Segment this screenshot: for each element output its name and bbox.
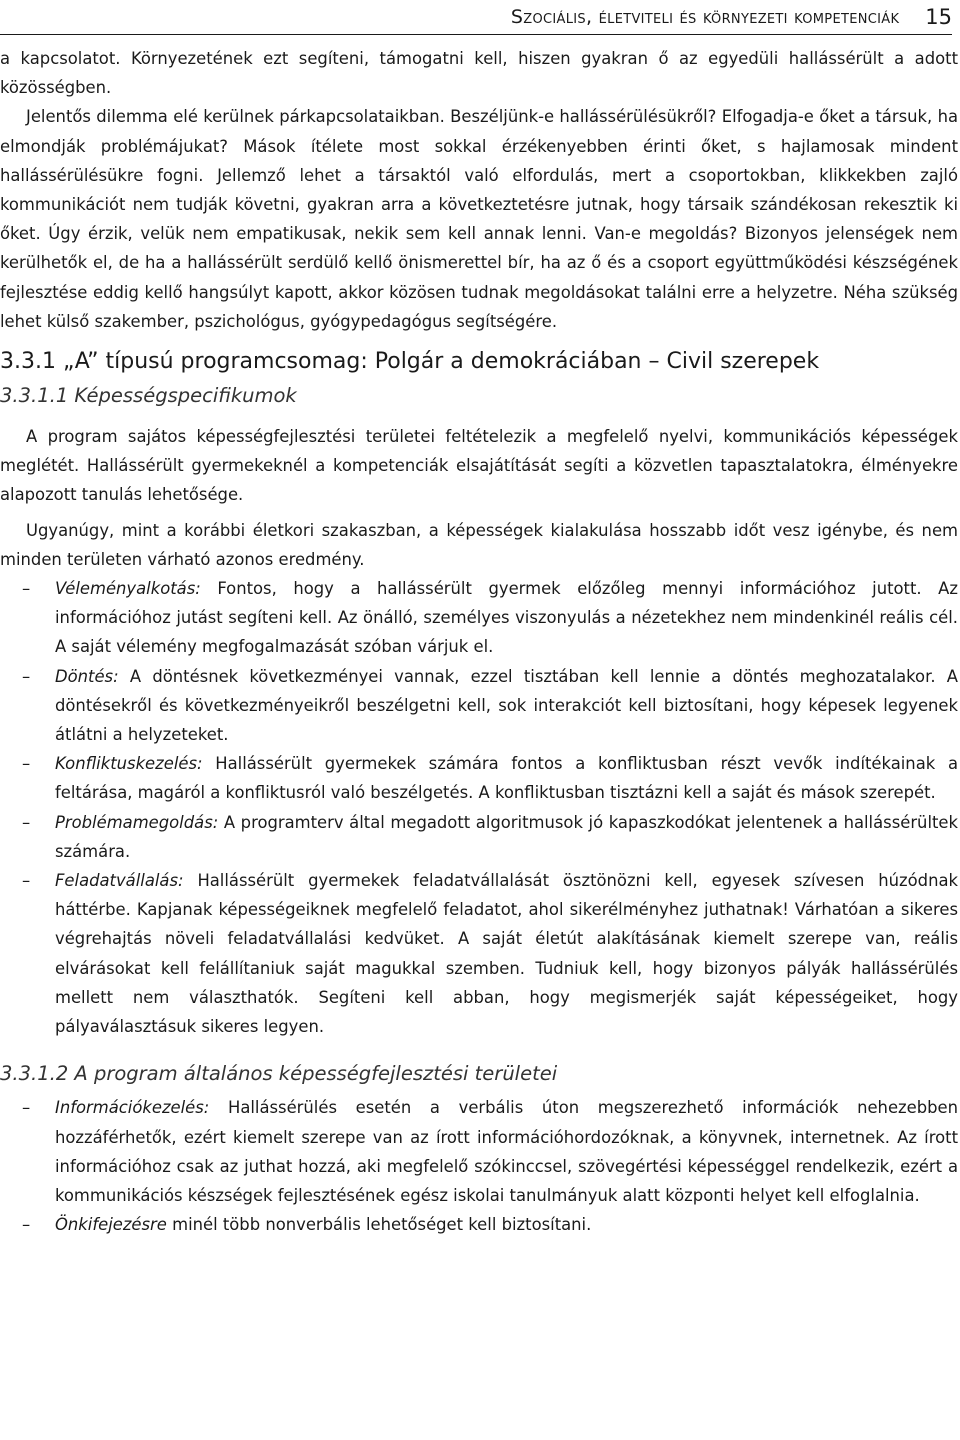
list-item-text: Hallássérült gyermekek feladatvállalását ösztönözni kell, egyesek szívesen húzódnak háttérbe. Kapjanak képességeiknek megfelelő feladatot, ahol sikerélményhez juthatnak! Várhatóan a sikeres végrehajtás növeli feladatvállalási kedvüket. A saját életút alakításának kiemelt szerepe van, reális elvárásokat kell felállítaniuk saját magukkal szemben. Tudniuk kell, hogy bizonyos pályák hallássérülés mellett nem választhatók. Segíteni kell abban, hogy megismerjék saját képességeiket, hogy pályaválasztásuk sikeres legyen.: [55, 871, 958, 1037]
list-item-term: Véleményalkotás:: [55, 579, 201, 599]
section-heading: 3.3.1 „A” típusú programcsomag: Polgár a demokráciában – Civil szerepek: [0, 349, 820, 375]
list-item-term: Döntés:: [55, 666, 119, 686]
list-dash: –: [22, 1215, 31, 1235]
list-item-text: Hallássérült gyermekek számára fontos a konfliktusban részt vevők indítékainak a feltárása, magáról a konfliktusról való beszélgetés. A konfliktusban tisztázni kell a saját és mások szerepét.: [55, 754, 958, 803]
list-item-text: Hallássérülés esetén a verbális úton megszerezhető információk nehezebben hozzáférhetők, ezért kiemelt szerepe van az írott információhordozóknak, a könyvnek, internetnek. Az írott információhoz csak az juthat hozzá, aki megfelelő szókinccsel, szövegértési képességgel rendelkezik, ezért a kommunikációs készségek fejlesztésének egész iskolai tanulmányuk alatt központi helyet kell elfoglalnia.: [55, 1098, 958, 1205]
list-item-term: Konfliktuskezelés:: [55, 754, 203, 774]
list-dash: –: [22, 871, 31, 891]
skill-list-2: [0, 1093, 958, 1239]
list-item-term: Feladatvállalás:: [55, 871, 184, 891]
list-item-term: Önkifejezésre: [55, 1215, 167, 1235]
list-item: [0, 808, 958, 866]
subsection-heading-2: 3.3.1.2 A program általános képességfejlesztési területei: [0, 1062, 558, 1086]
subsection-heading-1: 3.3.1.1 Képességspecifikumok: [0, 384, 297, 408]
list-dash: –: [22, 812, 31, 832]
list-item: [0, 866, 958, 1041]
running-header-title: Szociális, életviteli és környezeti kompetenciák: [510, 6, 900, 28]
list-item-text: minél több nonverbális lehetőséget kell biztosítani.: [166, 1215, 592, 1235]
skill-list-1: [0, 574, 958, 1041]
list-item-term: Problémamegoldás:: [55, 812, 219, 832]
list-item: [0, 1093, 958, 1210]
list-dash: –: [22, 666, 31, 686]
list-dash: –: [22, 754, 31, 774]
list-item-text: A programterv által megadott algoritmusok jó kapaszkodókat jelentenek a hallássérültek számára.: [55, 812, 958, 861]
list-item: [0, 662, 958, 750]
body-text: [0, 44, 958, 1239]
intro-paragraph-1: a kapcsolatot. Környezetének ezt segíteni, támogatni kell, hiszen gyakran ő az egyedüli hallássérült a adott közösségben.: [0, 49, 958, 98]
page-number: 15: [925, 5, 952, 29]
list-dash: –: [22, 579, 31, 599]
list-item-term: Információkezelés:: [55, 1098, 210, 1118]
list-item: [0, 1210, 958, 1239]
list-dash: –: [22, 1098, 31, 1118]
running-header: [0, 0, 952, 35]
sub1-paragraph-1: A program sajátos képességfejlesztési területei feltételezik a megfelelő nyelvi, kommunikációs képességek meglétét. Hallássérült gyermekeknél a kompetenciák elsajátítását segíti a közvetlen tapasztalatokra, élményekre alapozott tanulás lehetősége.: [0, 427, 958, 505]
list-item: [0, 574, 958, 662]
sub1-paragraph-2: Ugyanúgy, mint a korábbi életkori szakaszban, a képességek kialakulása hosszabb időt vesz igénybe, és nem minden területen várható azonos eredmény.: [0, 520, 958, 569]
list-item-text: Fontos, hogy a hallássérült gyermek előzőleg mennyi információhoz jutott. Az információhoz jutást segíteni kell. Az önálló, személyes viszonyulás a nézetekhez nem mindenkinél reális cél. A saját vélemény megfogalmazását szóban várjuk el.: [55, 579, 958, 657]
intro-paragraph-2: Jelentős dilemma elé kerülnek párkapcsolataikban. Beszéljünk-e hallássérülésükről? Elfogadja-e őket a társuk, ha elmondják problémájukat? Mások ítélete most sokkal érzékenyebben érinti őket, s hajlamosak mindent hallássérülésükre fogni. Jellemző lehet a társaktól való elfordulás, mert a csoportokban, klikkekben zajló kommunikációt nem tudják követni, gyakran arra a következtetésre jutnak, hogy társaik szándékosan rekesztik ki őket. Úgy érzik, velük nem empatikusak, nekik sem kell annak lenni. Van-e megoldás? Bizonyos jelenségek nem kerülhetők el, de ha a hallássérült serdülő kellő önismerettel bír, ha az ő és a csoport együttműködési készségének fejlesztése eddig kellő hangsúlyt kapott, akkor közösen tudnak megoldásokat találni erre a helyzetre. Néha szükség lehet külső szakember, pszichológus, gyógypedagógus segítségére.: [0, 107, 958, 331]
list-item-text: A döntésnek következményei vannak, ezzel tisztában kell lennie a döntés meghozatalakor. A döntésekről és következményeikről beszélgetni kell, sok interakciót kell biztosítani, hogy képesek legyenek átlátni a helyzeteket.: [55, 666, 958, 745]
list-item: [0, 749, 958, 807]
